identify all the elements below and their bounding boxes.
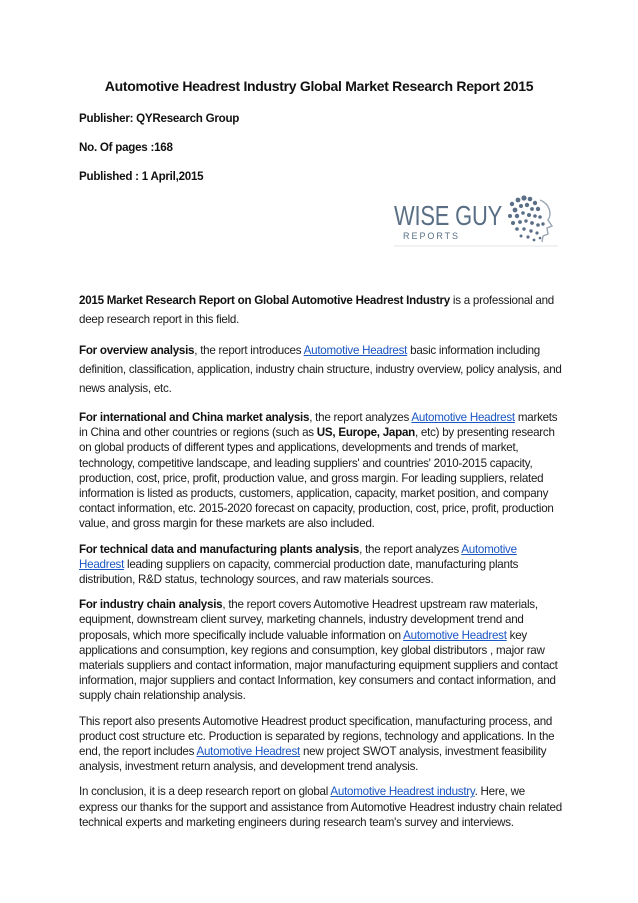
- automotive-headrest-link[interactable]: Automotive Headrest: [403, 628, 507, 642]
- automotive-headrest-link[interactable]: Automotive Headrest: [303, 344, 408, 357]
- head-dots-icon: [508, 195, 545, 241]
- automotive-headrest-industry-link[interactable]: Automotive Headrest industry: [330, 785, 475, 799]
- automotive-headrest-link[interactable]: Automotive Headrest: [79, 542, 517, 571]
- head-profile-line: [540, 200, 552, 242]
- published-line: Published : 1 April,2015: [79, 170, 204, 183]
- international-paragraph: For international and China market analysis, the report analyzes Automotive Headrest markets in China and other countries or regions (such as US, Europe, Japan, etc) by presenting research on global products of different types and applications, developments and trends of market, technology, competitive landscape, and leading suppliers' and countries' 2010-2015 capacity, production, cost, price, profit, production value, and gross margin. For leading suppliers, related information is listed as products, customers, application, capacity, market position, and company contact information, etc. 2015-2020 forecast on capacity, production, cost, price, profit, production value, and gross margin for these markets are also included.: [79, 411, 558, 531]
- automotive-headrest-link[interactable]: Automotive Headrest: [411, 411, 515, 424]
- industry-chain-paragraph: For industry chain analysis, the report covers Automotive Headrest upstream raw materials, equipment, downstream client survey, marketing channels, industry development trend and proposals, which more specifically include valuable information on Automotive Headrest key applications and consumption, key regions and consumption, key global distributors , major raw materials suppliers and contact information, major manufacturing equipment suppliers and contact information, major suppliers and contact Information, key consumers and contact information, and supply chain relationship analysis.: [79, 598, 558, 703]
- conclusion-paragraph: In conclusion, it is a deep research report on global Automotive Headrest industry. Here, we express our thanks for the support and assistance from Automotive Headrest industry chain related technical experts and marketing engineers during research team's survey and interviews.: [79, 785, 562, 829]
- report-body: [79, 291, 562, 840]
- logo-reports-text: R E P O R T S: [403, 231, 458, 241]
- logo-wordmark: WISE GUY: [394, 200, 503, 231]
- technical-paragraph: For technical data and manufacturing plants analysis, the report analyzes Automotive Headrest leading suppliers on capacity, commercial production date, manufacturing plants distribution, R&D status, technology sources, and raw materials sources.: [79, 542, 519, 587]
- specification-paragraph: This report also presents Automotive Headrest product specification, manufacturing process, and product cost structure etc. Production is separated by regions, technology and applications. In the end, the report includes Automotive Headrest new project SWOT analysis, investment feasibility analysis, investment return analysis, and development trend analysis.: [79, 714, 555, 774]
- publisher-line: Publisher: QYResearch Group: [79, 112, 240, 125]
- page-title: Automotive Headrest Industry Global Market Research Report 2015: [104, 78, 534, 94]
- wise-guy-reports-logo: [390, 190, 562, 248]
- automotive-headrest-link[interactable]: Automotive Headrest: [196, 745, 301, 759]
- overview-paragraph: For overview analysis, the report introduces Automotive Headrest basic information including definition, classification, application, industry chain structure, industry overview, policy analysis, and news analysis, etc.: [79, 344, 562, 395]
- intro-paragraph: 2015 Market Research Report on Global Automotive Headrest Industry is a professional and deep research report in this field.: [79, 294, 555, 326]
- pages-line: No. Of pages :168: [79, 141, 173, 154]
